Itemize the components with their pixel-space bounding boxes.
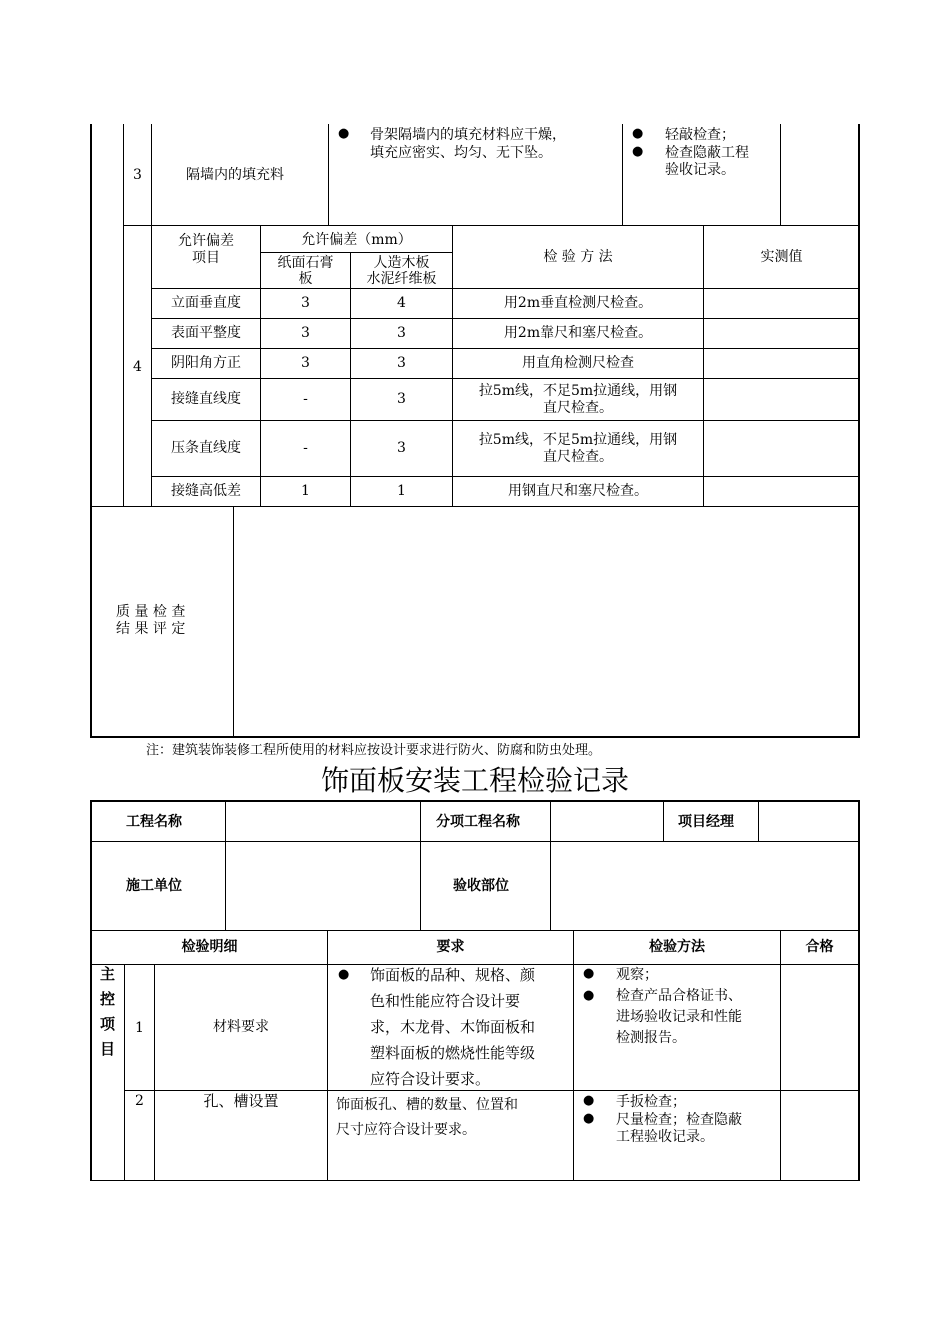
col-pass: 合格 — [805, 939, 834, 955]
pass-field[interactable] — [782, 1092, 857, 1179]
inspection-method: 用钢直尺和塞尺检查。 — [508, 483, 648, 499]
row3-method-line: 检查隐蔽工程 — [665, 145, 749, 161]
inspection-method: 拉5m线，不足5m拉通线，用钢 — [478, 432, 678, 448]
main-control-label: 主 — [100, 965, 116, 983]
row3-number: 3 — [133, 167, 142, 183]
inspection-method: 拉5m线，不足5m拉通线，用钢 — [478, 383, 678, 399]
requirement-line: 塑料面板的燃烧性能等级 — [370, 1044, 536, 1062]
bullet-icon: ● — [632, 144, 644, 159]
wood-value: 3 — [397, 391, 406, 407]
method-line: 观察； — [616, 967, 658, 983]
header-measured: 实测值 — [760, 249, 803, 265]
wood-value: 1 — [397, 483, 406, 499]
requirement-line: 饰面板的品种、规格、颜 — [370, 966, 536, 984]
project-name-field[interactable] — [227, 803, 419, 840]
wood-value: 3 — [397, 355, 406, 371]
method-line: 检测报告。 — [616, 1030, 686, 1046]
page-title: 饰面板安装工程检验记录 — [320, 764, 629, 797]
tolerance-item: 压条直线度 — [171, 440, 241, 456]
wood-value: 3 — [397, 440, 406, 456]
gypsum-value: - — [303, 440, 308, 456]
gypsum-value: 3 — [301, 355, 310, 371]
header-item: 项目 — [192, 250, 220, 266]
row3-item: 隔墙内的填充料 — [186, 167, 284, 183]
method-line: 进场验收记录和性能 — [616, 1009, 742, 1025]
tolerance-item: 阴阳角方正 — [171, 355, 241, 371]
lower-row2-number: 2 — [135, 1093, 144, 1109]
header-method: 检 验 方 法 — [543, 249, 613, 265]
inspection-method: 用直角检测尺检查 — [522, 355, 634, 371]
bullet-icon: ● — [583, 1111, 595, 1126]
col-requirement: 要求 — [436, 939, 465, 955]
inspection-method: 用2m靠尺和塞尺检查。 — [503, 325, 653, 341]
row3-method-line: 验收记录。 — [665, 162, 735, 178]
row3-requirement-line: 骨架隔墙内的填充材料应干燥， — [370, 127, 566, 143]
inspection-method: 用2m垂直检测尺检查。 — [503, 295, 653, 311]
bullet-icon: ● — [583, 966, 595, 981]
sub-project-label: 分项工程名称 — [436, 814, 520, 830]
header-wood: 人造木板 — [373, 255, 430, 271]
bullet-icon: ● — [632, 126, 644, 141]
lower-row1-item: 材料要求 — [213, 1019, 269, 1035]
requirement-line: 求，木龙骨、木饰面板和 — [370, 1018, 536, 1036]
requirement-line: 应符合设计要求。 — [370, 1070, 491, 1088]
quality-label: 结 果 评 定 — [116, 621, 186, 637]
gypsum-value: 3 — [301, 325, 310, 341]
requirement-line: 色和性能应符合设计要 — [370, 992, 521, 1010]
header-gypsum: 纸面石膏 — [277, 255, 334, 271]
pass-field[interactable] — [782, 966, 857, 1089]
lower-row1-number: 1 — [135, 1020, 144, 1036]
bullet-icon: ● — [583, 988, 595, 1003]
acceptance-part-field[interactable] — [552, 843, 857, 929]
sub-project-field[interactable] — [552, 803, 662, 840]
quality-label: 质 量 检 查 — [116, 604, 186, 620]
construction-unit-field[interactable] — [227, 843, 419, 929]
main-control-label: 控 — [100, 990, 116, 1008]
requirement-cell — [328, 965, 573, 1089]
bullet-icon: ● — [338, 126, 350, 141]
construction-unit-label: 施工单位 — [126, 878, 182, 894]
gypsum-value: - — [303, 391, 308, 407]
tolerance-item: 接缝直线度 — [171, 391, 241, 407]
inspection-method: 直尺检查。 — [543, 449, 613, 465]
wood-value: 4 — [397, 295, 406, 311]
col-method: 检验方法 — [649, 939, 705, 955]
acceptance-part-label: 验收部位 — [453, 878, 509, 894]
requirement-line: 饰面板孔、槽的数量、位置和 — [336, 1097, 518, 1113]
header-wood: 水泥纤维板 — [366, 271, 437, 287]
main-control-label: 目 — [100, 1040, 116, 1058]
inspection-method: 直尺检查。 — [543, 400, 613, 416]
row4-number: 4 — [133, 359, 142, 375]
footnote: 注：建筑装饰装修工程所使用的材料应按设计要求进行防火、防腐和防虫处理。 — [146, 743, 602, 758]
col-detail: 检验明细 — [181, 939, 238, 955]
manager-label: 项目经理 — [678, 814, 734, 830]
row3-method-line: 轻敲检查； — [665, 127, 735, 143]
header-tolerance: 允许偏差（mm） — [301, 232, 412, 248]
tolerance-item: 接缝高低差 — [171, 483, 241, 499]
method-line: 手扳检查； — [616, 1094, 686, 1110]
header-item: 允许偏差 — [178, 233, 234, 249]
wood-value: 3 — [397, 325, 406, 341]
main-control-label: 项 — [100, 1015, 116, 1033]
tolerance-item: 立面垂直度 — [171, 295, 241, 311]
lower-row2-item: 孔、槽设置 — [203, 1092, 279, 1110]
requirement-line: 尺寸应符合设计要求。 — [336, 1122, 476, 1138]
bullet-icon: ● — [583, 1093, 595, 1108]
row3-requirement-line: 填充应密实、均匀、无下坠。 — [370, 145, 552, 161]
project-name-label: 工程名称 — [126, 814, 182, 830]
method-line: 尺量检查；检查隐蔽 — [616, 1112, 742, 1128]
header-gypsum: 板 — [298, 271, 313, 287]
gypsum-value: 3 — [301, 295, 310, 311]
method-line: 工程验收记录。 — [616, 1129, 714, 1145]
manager-field[interactable] — [760, 803, 857, 840]
gypsum-value: 1 — [301, 483, 310, 499]
method-line: 检查产品合格证书、 — [616, 988, 742, 1004]
tolerance-item: 表面平整度 — [171, 325, 241, 341]
bullet-icon: ● — [338, 967, 350, 982]
